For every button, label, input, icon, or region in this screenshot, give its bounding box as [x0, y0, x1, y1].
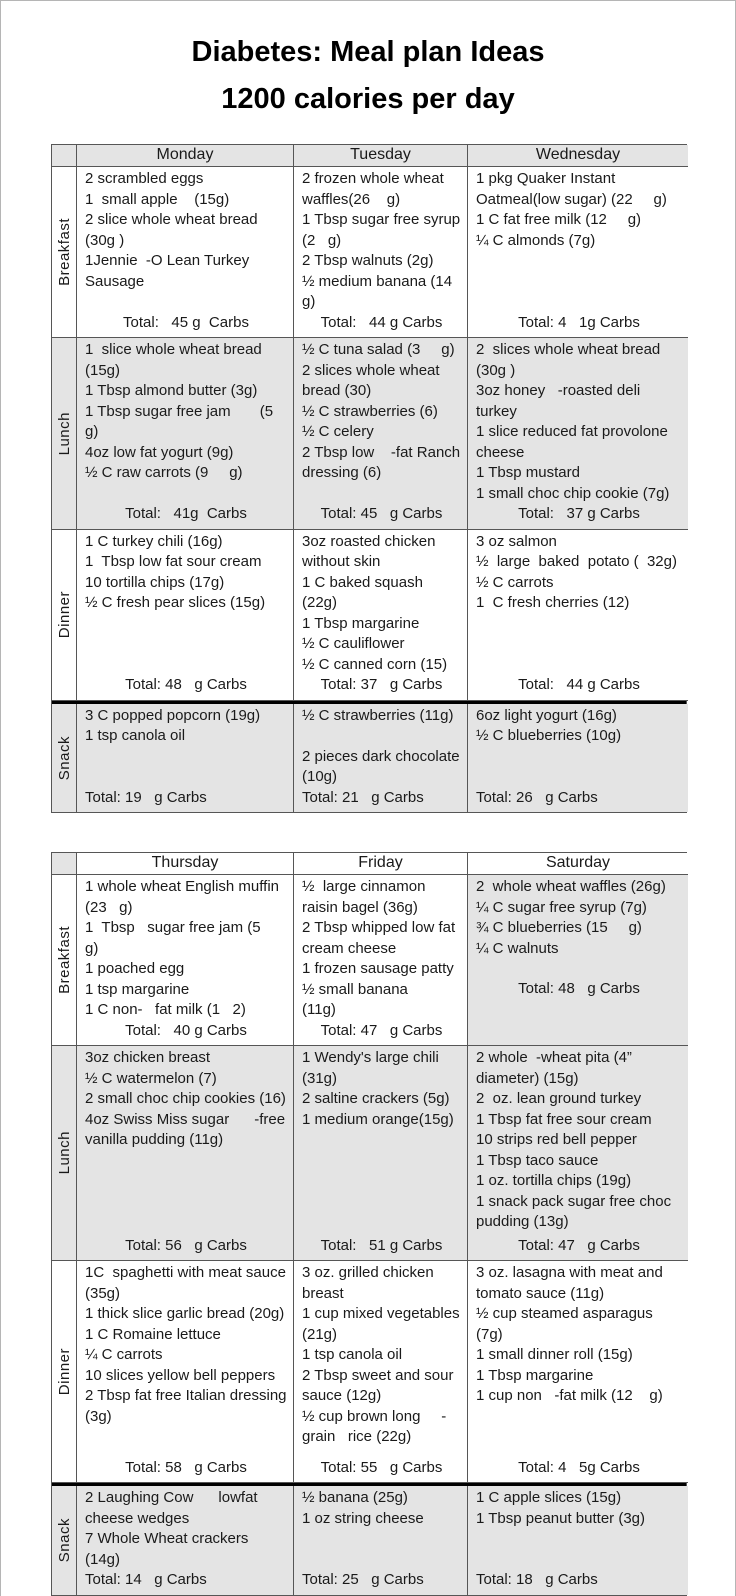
day-header-saturday: Saturday	[468, 853, 688, 875]
meal-row-label: Snack	[55, 1518, 73, 1563]
meal-row-label: Lunch	[55, 411, 73, 455]
meal-item: 1 C non- fat milk (1 2)	[85, 1001, 246, 1018]
meal-row-label-cell	[52, 338, 77, 530]
meal-cell-lunch-friday	[294, 1046, 468, 1261]
meal-cell-lunch-tuesday	[294, 338, 468, 530]
meal-row-dinner	[52, 1261, 686, 1483]
meal-row-label-cell	[52, 167, 77, 338]
carb-total: Total: 18 g Carbs	[476, 1571, 598, 1588]
meal-row-snack	[52, 701, 686, 813]
carb-total: Total: 19 g Carbs	[85, 788, 207, 806]
meal-row-label: Breakfast	[55, 926, 73, 994]
meal-cell-dinner-friday	[294, 1261, 468, 1483]
meal-item: 2 slice whole wheat bread (30g )	[85, 211, 262, 249]
meal-item: 1 Tbsp taco sauce	[476, 1151, 599, 1169]
meal-item: 4oz low fat yogurt (9g)	[85, 443, 234, 461]
page-title-line2: 1200 calories per day	[221, 83, 515, 115]
meal-item: 1 tsp margarine	[85, 980, 190, 998]
meal-item: 1 poached egg	[85, 960, 185, 977]
meal-item: ½ large baked potato ( 32g)	[476, 553, 677, 570]
page-title	[1, 29, 735, 123]
carb-total: Total: 47 g Carbs	[320, 1021, 443, 1039]
meal-cell-snack-wednesday	[468, 704, 688, 813]
meal-item: 3oz honey -roasted deli turkey	[476, 382, 645, 420]
meal-item: 1Jennie -O Lean Turkey Sausage	[85, 252, 254, 290]
page-title-line1: Diabetes: Meal plan Ideas	[191, 36, 545, 68]
meal-item: 1 small dinner roll (15g)	[476, 1346, 633, 1363]
meal-item: 1 Tbsp sugar free jam (5 g)	[85, 402, 278, 440]
meal-cell-snack-thursday	[77, 1486, 294, 1595]
day-header-thursday: Thursday	[77, 853, 294, 875]
meal-item: 1 thick slice garlic bread (20g)	[85, 1305, 285, 1322]
meal-row-label: Dinner	[55, 590, 73, 639]
carb-total: Total: 51 g Carbs	[320, 1236, 443, 1254]
meal-item: 2 slices whole wheat bread (30)	[302, 361, 444, 399]
meal-table-2	[51, 852, 687, 1596]
day-header-wednesday: Wednesday	[468, 145, 688, 167]
meal-cell-breakfast-monday	[77, 167, 294, 338]
meal-row-label: Breakfast	[55, 218, 73, 286]
meal-item: 7 Whole Wheat crackers (14g)	[85, 1530, 253, 1568]
meal-item: 1 C Romaine lettuce	[85, 1325, 221, 1343]
meal-item: 1 frozen sausage patty	[302, 960, 454, 977]
carb-total: Total: 45 g Carbs	[123, 313, 249, 331]
meal-row-label-cell	[52, 530, 77, 701]
meal-item: 1 Tbsp almond butter (3g)	[85, 382, 258, 399]
meal-cell-dinner-thursday	[77, 1261, 294, 1483]
meal-cell-lunch-thursday	[77, 1046, 294, 1261]
carb-total: Total: 44 g Carbs	[518, 676, 640, 693]
meal-item: 1 small choc chip cookie (7g)	[476, 484, 670, 502]
meal-item: ½ C strawberries (6)	[302, 402, 438, 420]
meal-row-label-cell	[52, 1261, 77, 1483]
corner-cell	[52, 853, 77, 875]
meal-item: 3 C popped popcorn (19g)	[85, 706, 261, 724]
meal-cell-lunch-wednesday	[468, 338, 688, 530]
meal-cell-breakfast-tuesday	[294, 167, 468, 338]
meal-cell-lunch-monday	[77, 338, 294, 530]
carb-total: Total: 40 g Carbs	[125, 1021, 247, 1039]
meal-item: 2 Tbsp walnuts (2g)	[302, 252, 434, 269]
meal-item: 1 cup non -fat milk (12 g)	[476, 1387, 663, 1404]
day-header-monday: Monday	[77, 145, 294, 167]
meal-item: ½ C raw carrots (9 g)	[85, 464, 243, 481]
meal-row-label: Dinner	[55, 1347, 73, 1396]
meal-item: ½ banana (25g)	[302, 1489, 408, 1506]
meal-item: 2 oz. lean ground turkey	[476, 1090, 642, 1107]
meal-item: 2 Tbsp sweet and sour sauce (12g)	[302, 1366, 458, 1404]
meal-item: 1 tsp canola oil	[85, 727, 186, 744]
meal-item: ¼ C sugar free syrup (7g)	[476, 898, 647, 916]
carb-total: Total: 56 g Carbs	[125, 1236, 247, 1254]
meal-item: 1 C turkey chili (16g)	[85, 532, 223, 550]
meal-row-lunch	[52, 338, 686, 530]
meal-item: 3 oz. lasagna with meat and tomato sauce (11g)	[476, 1264, 667, 1302]
meal-item: 3 oz. grilled chicken breast	[302, 1264, 438, 1302]
carb-total: Total: 48 g Carbs	[518, 980, 640, 997]
meal-item: ¼ C almonds (7g)	[476, 231, 596, 249]
carb-total: Total: 14 g Carbs	[85, 1571, 207, 1588]
carb-total: Total: 21 g Carbs	[302, 788, 424, 806]
meal-cell-snack-monday	[77, 704, 294, 813]
meal-item: 1 Tbsp margarine	[476, 1366, 594, 1384]
meal-item: ¼ C carrots	[85, 1346, 163, 1363]
meal-cell-snack-saturday	[468, 1486, 688, 1595]
meal-item: 1 small apple (15g)	[85, 190, 230, 208]
meal-item: ½ C tuna salad (3 g)	[302, 341, 455, 358]
meal-item: 1 tsp canola oil	[302, 1346, 403, 1363]
meal-row-snack	[52, 1483, 686, 1595]
meal-item: 1 C apple slices (15g)	[476, 1489, 622, 1506]
meal-item: 2 Laughing Cow lowfat cheese wedges	[85, 1489, 262, 1527]
meal-item: ½ C canned corn (15)	[302, 655, 448, 673]
meal-plan-tables	[1, 144, 735, 1596]
meal-cell-breakfast-thursday	[77, 875, 294, 1046]
meal-row-label: Lunch	[55, 1131, 73, 1175]
meal-item: 1 Tbsp sugar free syrup (2 g)	[302, 211, 465, 249]
meal-cell-snack-friday	[294, 1486, 468, 1595]
meal-item: 2 Tbsp whipped low fat cream cheese	[302, 919, 460, 957]
meal-item: 2 whole wheat waffles (26g)	[476, 878, 666, 895]
meal-row-dinner	[52, 530, 686, 701]
meal-item: 1 pkg Quaker Instant Oatmeal(low sugar) (22 g)	[476, 170, 667, 208]
meal-row-label: Snack	[55, 735, 73, 780]
meal-item: ½ C strawberries (11g)	[302, 706, 454, 724]
meal-item: 1 cup mixed vegetables (21g)	[302, 1305, 464, 1343]
meal-row-label-cell	[52, 1486, 77, 1595]
meal-item: 3oz chicken breast	[85, 1049, 211, 1066]
meal-cell-breakfast-friday	[294, 875, 468, 1046]
carb-total: Total: 45 g Carbs	[320, 505, 443, 522]
meal-row-label-cell	[52, 704, 77, 813]
meal-item: ½ C celery	[302, 423, 374, 440]
meal-cell-breakfast-saturday	[468, 875, 688, 1046]
meal-item: 6oz light yogurt (16g)	[476, 706, 617, 724]
meal-item	[302, 726, 461, 747]
carb-total: Total: 25 g Carbs	[302, 1571, 424, 1588]
meal-item: ½ C carrots	[476, 573, 554, 591]
meal-cell-dinner-tuesday	[294, 530, 468, 701]
day-header-row	[52, 145, 686, 167]
meal-item: ½ C cauliflower	[302, 635, 405, 652]
meal-item: 10 tortilla chips (17g)	[85, 573, 225, 591]
carb-total: Total: 58 g Carbs	[125, 1458, 247, 1476]
meal-item: 1 slice whole wheat bread (15g)	[85, 341, 266, 379]
meal-item: 1 Tbsp low fat sour cream	[85, 553, 262, 570]
carb-total: Total: 4 1g Carbs	[518, 313, 640, 331]
meal-row-label-cell	[52, 1046, 77, 1261]
meal-item: 4oz Swiss Miss sugar -free vanilla pudding (11g)	[85, 1110, 290, 1148]
day-header-tuesday: Tuesday	[294, 145, 468, 167]
meal-item: ½ cup steamed asparagus (7g)	[476, 1305, 657, 1343]
meal-item: 1 medium orange(15g)	[302, 1110, 454, 1128]
meal-cell-lunch-saturday	[468, 1046, 688, 1261]
meal-item: 2 frozen whole wheat waffles(26 g)	[302, 170, 448, 208]
meal-item: 2 slices whole wheat bread (30g )	[476, 341, 665, 379]
carb-total: Total: 55 g Carbs	[320, 1458, 443, 1476]
meal-item: 2 Tbsp low -fat Ranch dressing (6)	[302, 443, 465, 481]
meal-cell-snack-tuesday	[294, 704, 468, 813]
meal-row-breakfast	[52, 875, 686, 1046]
meal-item: ½ small banana (11g)	[302, 980, 429, 1018]
meal-item: 1 Tbsp margarine	[302, 614, 420, 632]
meal-item: 1 C baked squash (22g)	[302, 573, 428, 611]
meal-item: 2 saltine crackers (5g)	[302, 1090, 450, 1107]
day-header-friday: Friday	[294, 853, 468, 875]
meal-item: 1 C fat free milk (12 g)	[476, 211, 642, 228]
carb-total: Total: 47 g Carbs	[518, 1236, 640, 1254]
meal-item: 2 pieces dark chocolate (10g)	[302, 747, 464, 785]
meal-item: 2 small choc chip cookies (16)	[85, 1090, 286, 1107]
corner-cell	[52, 145, 77, 167]
carb-total: Total: 37 g Carbs	[320, 676, 443, 693]
meal-item: 3 oz salmon	[476, 532, 557, 550]
meal-item: ½ C watermelon (7)	[85, 1069, 217, 1087]
meal-item: 1 snack pack sugar free choc pudding (13g)	[476, 1192, 676, 1230]
meal-item: 3oz roasted chicken without skin	[302, 532, 440, 570]
meal-item: 2 scrambled eggs	[85, 170, 204, 187]
meal-item: ½ C blueberries (10g)	[476, 727, 622, 744]
meal-table-1	[51, 144, 687, 813]
meal-item: 1C spaghetti with meat sauce (35g)	[85, 1264, 291, 1302]
meal-row-lunch	[52, 1046, 686, 1261]
meal-row-label-cell	[52, 875, 77, 1046]
carb-total: Total: 44 g Carbs	[320, 313, 443, 331]
day-header-row	[52, 853, 686, 875]
meal-item: 1 Tbsp peanut butter (3g)	[476, 1509, 645, 1527]
meal-item: ½ large cinnamon raisin bagel (36g)	[302, 878, 430, 916]
carb-total: Total: 41g Carbs	[125, 505, 247, 522]
meal-item: 1 Tbsp sugar free jam (5 g)	[85, 919, 282, 957]
meal-item: 1 Tbsp mustard	[476, 464, 580, 481]
carb-total: Total: 48 g Carbs	[125, 676, 247, 693]
meal-cell-dinner-saturday	[468, 1261, 688, 1483]
meal-item: 1 slice reduced fat provolone cheese	[476, 423, 672, 461]
meal-row-breakfast	[52, 167, 686, 338]
meal-item: 1 C fresh cherries (12)	[476, 594, 630, 611]
carb-total: Total: 37 g Carbs	[518, 505, 640, 522]
carb-total: Total: 26 g Carbs	[476, 788, 598, 806]
meal-item: 1 whole wheat English muffin (23 g)	[85, 878, 284, 916]
meal-item: 10 slices yellow bell peppers	[85, 1366, 276, 1384]
meal-item: ½ medium banana (14 g)	[302, 272, 457, 310]
meal-item: ¾ C blueberries (15 g)	[476, 919, 642, 936]
meal-item: 10 strips red bell pepper	[476, 1131, 637, 1148]
meal-item: ¼ C walnuts	[476, 939, 559, 957]
meal-item: 2 whole -wheat pita (4” diameter) (15g)	[476, 1049, 637, 1087]
meal-item: 2 Tbsp fat free Italian dressing (3g)	[85, 1387, 291, 1425]
meal-item: 1 oz string cheese	[302, 1509, 424, 1527]
carb-total: Total: 4 5g Carbs	[518, 1458, 640, 1476]
meal-item: ½ cup brown long - grain rice (22g)	[302, 1407, 451, 1445]
meal-cell-dinner-wednesday	[468, 530, 688, 701]
meal-cell-dinner-monday	[77, 530, 294, 701]
meal-item: 1 Wendy's large chili (31g)	[302, 1049, 443, 1087]
meal-item: ½ C fresh pear slices (15g)	[85, 594, 266, 611]
meal-item: 1 Tbsp fat free sour cream	[476, 1110, 652, 1128]
meal-cell-breakfast-wednesday	[468, 167, 688, 338]
meal-item: 1 oz. tortilla chips (19g)	[476, 1172, 632, 1189]
